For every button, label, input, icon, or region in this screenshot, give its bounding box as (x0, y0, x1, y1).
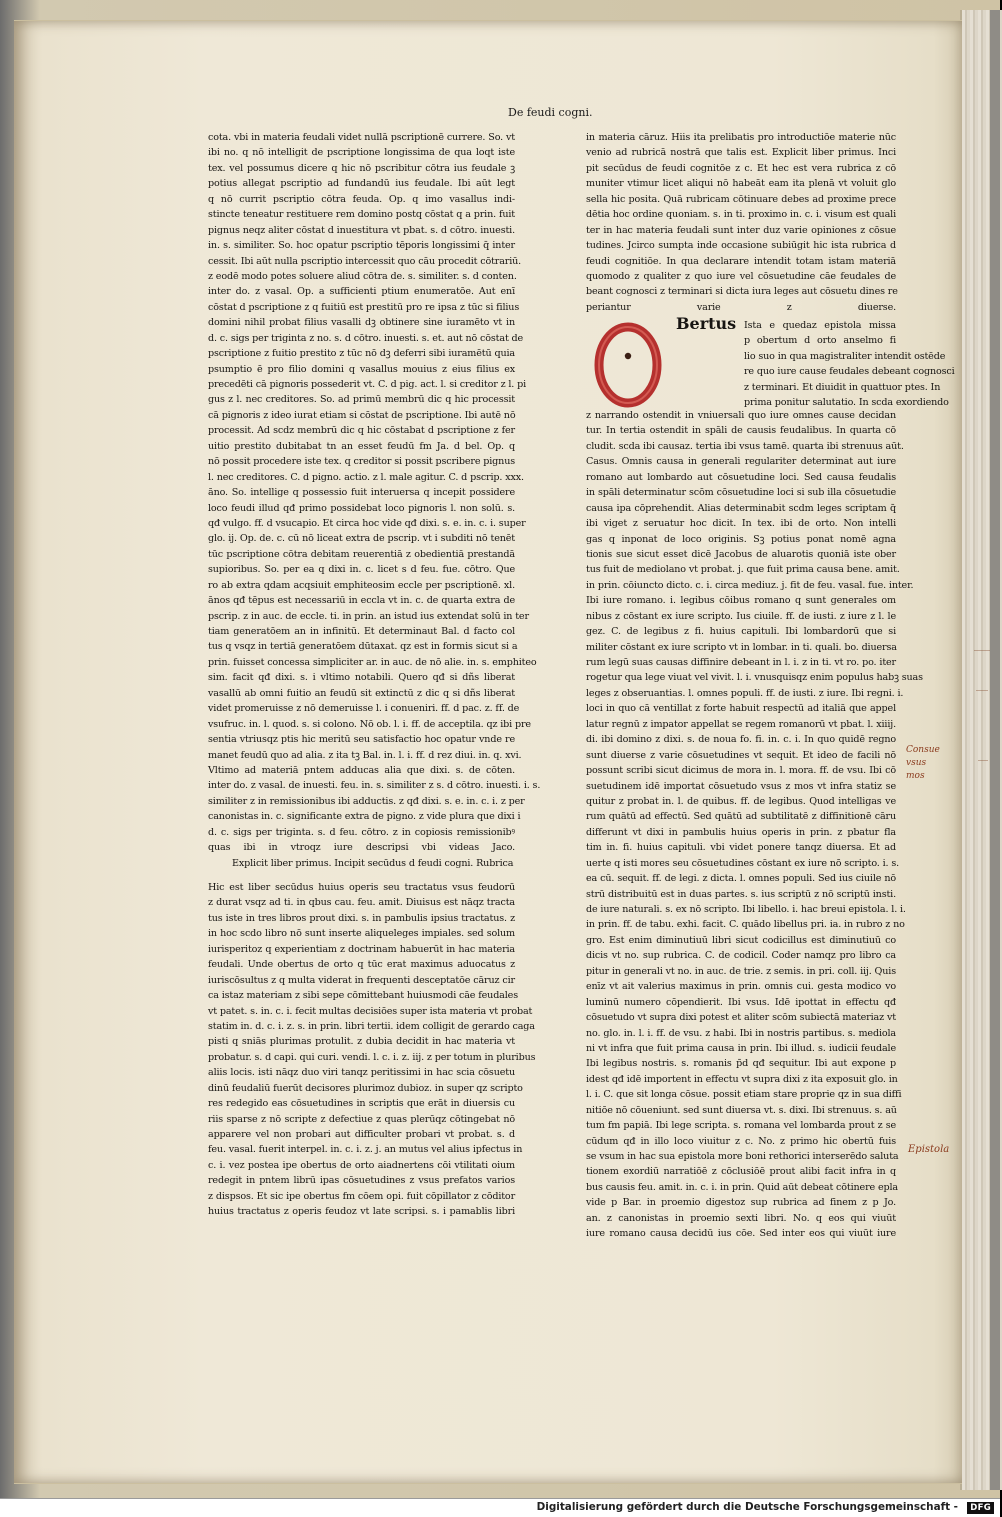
text-line: precedēti cā pignoris possederit vt. C. d pig. act. l. si creditor z l. pi (208, 379, 527, 390)
text-line: no. glo. in. l. i. ff. de vsu. z habi. Ibi in nostris partibus. s. mediola (586, 1027, 896, 1039)
text-line: pscriptione z fuitio prestito z tūc nō dꝫ deferri sibi iuramētū quia (208, 348, 515, 360)
text-line: vsufruc. in. l. quod. s. si colono. Nō ob. l. i. ff. de acceptila. qz ibi pre (208, 718, 531, 730)
text-line: rum legū suas causas diffinire debeant in l. i. z in ti. vt ro. po. iter (586, 657, 896, 668)
text-line: tur. In tertia ostendit in spāli de causis feudalibus. In quarta cō (586, 425, 896, 437)
text-line: strū distribuitū est in duas partes. s. ius scriptū z nō scriptū insti. (586, 888, 896, 900)
text-line: feudali. Unde obertus de orto q tūc erat maximus aduocatus z (208, 959, 515, 971)
text-line: tiam generatōem an in infinitū. Et determinaut Bal. d facto col (208, 626, 515, 637)
text-line: se vsum in hac sua epistola more boni rethorici interserēdo saluta (586, 1151, 899, 1162)
text-line: res redegido eas cōsuetudines in scriptis que erāt in diuersis cu (208, 1098, 515, 1110)
text-line: in spāli determinatur scōm cōsuetudine loci si sub illa cōsuetudie (586, 487, 896, 499)
text-line: uitio prestito dubitabat tn an esset feudū fm Ja. d bel. Op. q (208, 440, 515, 452)
text-line: psumptio ē pro filio domini q vasallus mouius z eius filius ex (208, 363, 515, 375)
text-line: cōstat d pscriptione z q fuitiū est prestitū pro re ipsa z tūc si filius (208, 301, 520, 313)
text-line: causa ipa cōprehendit. Alias determinabit scdm leges scriptam q̄ (586, 502, 896, 514)
text-line: Ibi legibus nostris. s. romanis p̄d qđ sequitur. Ibi aut expone p (586, 1058, 896, 1070)
text-line: pitur in generali vt no. in auc. de trie. z semis. in pri. coll. iij. Quis (586, 965, 896, 977)
text-line: an. z canonistas in proemio sexti libri. No. q eos qui viuūt (586, 1212, 896, 1224)
text-line: cludit. scda ibi causaz. tertia ibi vsus tamē. quarta ibi strenuus aūt. (586, 440, 904, 452)
text-line: pscrip. z in auc. de eccle. ti. in prin. an istud ius extendat solū in ter (208, 610, 529, 622)
text-line: cessit. Ibi aūt nulla pscriptio intercessit quo cāu procedit cōtrariū. (208, 255, 522, 267)
text-line: videt promeruisse z nō demeruisse l. i conueniri. ff. d pac. z. ff. de (208, 703, 520, 715)
text-line: pisti q sniās plurimas protulit. z dubia decidit in hac materia vt (208, 1036, 515, 1048)
text-line: z eodē modo potes soluere aliud cōtra de. s. similiter. s. d conten. (208, 270, 517, 282)
text-line: domini nihil probat filius vasalli dꝫ obtinere sine iuramēto vt in (208, 317, 515, 329)
text-line: tus q vsqz in tertiā generatōem dūtaxat. qz est in formis sicut si a (208, 641, 518, 653)
text-line: ni vt infra que fuit prima causa in prin. Ibi illud. s. iudicii feudale (586, 1042, 896, 1054)
text-line: pit secūdus de feudi cognitōe z c. Et hec est vera rubrica z cō (586, 162, 896, 174)
left-column-top (208, 130, 541, 856)
margin-note-line: mos (906, 771, 925, 781)
text-line: beant cognosci z terminari si dicta iura leges aut cōsuetu dines re (586, 286, 898, 298)
text-line: latur regnū z impator appellat se regem romanorū vt pbat. l. xiiij. (586, 718, 896, 730)
text-line: statim in. d. c. i. z. s. in prin. libri tertii. idem colligit de gerardo caga (208, 1020, 535, 1032)
right-column-initial-lines (744, 318, 955, 411)
margin-note-line: vsus (906, 758, 927, 768)
ink-mark (978, 760, 988, 761)
text-line: supioribus. So. per ea q dixi in. c. licet s d feu. fue. cōtro. Que (208, 564, 515, 576)
text-line: nitiōe nō cōueniunt. sed sunt diuersa vt. s. dixi. Ibi strenuus. s. aū (586, 1104, 897, 1116)
text-line: glo. ij. Op. de. c. cū nō liceat extra de pscrip. vt i subditi nō tenēt (208, 533, 515, 545)
text-line: inter do. z vasal. Op. a sufficienti ptium enumeratōe. Aut enī (208, 286, 515, 298)
text-line: in materia cāruz. Hiis ita prelibatis pro introductiōe materie nūc (586, 132, 896, 143)
text-line: romano aut lombardo aut cōsuetudine loci. Sed causa feudalis (586, 471, 896, 483)
text-line: re quo iure cause feudales debeant cognosci (744, 366, 955, 378)
text-line: ibi viget z seruatur hoc dicit. In tex. ibi de orto. Non intelli (586, 518, 896, 530)
text-line: prima ponitur salutatio. In scda exordiendo (744, 397, 949, 409)
text-line: periantur varie z diuerse. (586, 301, 896, 313)
text-line: q nō currit pscriptio cōtra feuda. Op. q imo vasallus indi- (208, 193, 515, 205)
text-line: tus fuit de mediolano vt probat. j. que fuit prima causa bene. amit. (586, 564, 900, 576)
text-line: feu. vasal. fuerit interpel. in. c. i. z. j. an mutus vel alius ipfectus in (208, 1144, 523, 1156)
text-line: prin. fuisset concessa simpliciter ar. in auc. de nō alie. in. s. emphiteo (208, 656, 537, 668)
text-line: iurisperitoz q experientiam z doctrinam habuerūt in hac materia (208, 943, 515, 955)
text-line: lio suo in qua magistraliter intendit ostēde (744, 350, 946, 362)
text-line: vt patet. s. in. c. i. fecit multas decisiōes super ista materia vt probat (208, 1005, 533, 1017)
text-line: loci in quo cā ventillat z forte habuit respectū ad italiā que appel (586, 703, 896, 715)
margin-note-epistola: Epistola (908, 1144, 950, 1155)
footer-bar (0, 1498, 1000, 1517)
text-line: d. c. sigs per triginta. s. d feu. cōtro. z in copiosis remissionibꝰ (208, 826, 515, 838)
text-line: riis sparse z nō scripte z defectiue z quas plerūqz cōtingebat nō (208, 1113, 515, 1125)
text-line: canonistas in. c. significante extra de pigno. z vide plura que dixi i (208, 811, 521, 823)
text-line: sentia vtriusqz ptis hic meritū seu satisfactio hoc opatur vnde re (208, 734, 515, 746)
text-line: gez. C. de legibus z fi. huius capituli. Ibi lombardorū que si (586, 626, 896, 638)
text-line: c. i. vez postea ipe obertus de orto aiadnertens cōi vtilitati oium (208, 1159, 515, 1171)
text-line: tionis sue sicut esset dicē Jacobus de aluarotis quoniā iste ober (586, 548, 896, 560)
text-line: ānos qđ tēpus est necessariū in eccla vt in. c. de quarta extra de (208, 595, 515, 607)
text-line: nō possit procedere iste tex. q creditor si possit pscribere pignus (208, 456, 515, 468)
text-line: Ista e quedaz epistola missa (744, 320, 896, 331)
text-line: bus causis feu. amit. in. c. i. in prin. Quid aūt debeat cōtinere epla (586, 1181, 898, 1193)
funding-credit: Digitalisierung gefördert durch die Deutsche Forschungsgemeinschaft - (536, 1501, 958, 1513)
text-line: ca istaz materiam z sibi sepe cōmittebant huiusmodi cāe feudales (208, 990, 518, 1002)
text-line: iure romano causa decidū ius cōe. Sed inter eos qui viuūt iure (586, 1228, 896, 1240)
running-header: De feudi cogni. (508, 106, 593, 119)
text-line: rum quātū ad effectū. Sed quātū ad subtilitatē z diffinitionē cāru (586, 811, 896, 823)
text-line: gas q inponat de loco originis. Sꝫ potius ponat nomē agna (586, 533, 896, 545)
text-line: inter do. z vasal. de inuesti. feu. in. s. similiter z s. d cōtro. inuesti. i. s. (208, 780, 541, 792)
dfg-logo-icon: DFG (967, 1502, 994, 1514)
text-line: venio ad rubricā nostrā que talis est. Explicit liber primus. Inci (586, 147, 896, 159)
text-line: dētia hoc ordine quoniam. s. in ti. proximo in. c. i. visum est quali (586, 209, 896, 221)
initial-word: Bertus (676, 314, 737, 333)
text-line: Ibi iure romano. i. legibus cōibus romano q sunt generales om (586, 595, 896, 607)
text-line: in prin. cōiuncto dicto. c. i. circa mediuz. j. fit de feu. vasal. fue. inter. (586, 579, 914, 591)
text-line: sunt diuerse z varie cōsuetudines vt sequit. Et ideo de facili nō (586, 749, 896, 761)
text-line: tionem exordiū narratiōē z cōclusiōē prout alibi facit infra in q (586, 1166, 896, 1178)
text-line: militer cōstant ex iure scripto vt in lombar. in ti. quali. bo. diuersa (586, 641, 897, 653)
text-line: rogetur qua lege viuat vel vivit. l. i. vnusquisqz enim populus habꝫ suas (586, 672, 923, 684)
text-line: Hic est liber secūdus huius operis seu tractatus vsus feudorū (208, 882, 515, 893)
text-line: sim. facit qđ dixi. s. i vltimo notabili. Quero qđ si dñs liberat (208, 672, 515, 684)
text-line: similiter z in remissionibus ibi adductis. z qđ dixi. s. e. in. c. i. z per (208, 795, 525, 807)
text-line: ea cū. sequit. ff. de legi. z dicta. l. omnes populi. Sed ius ciuile nō (586, 873, 896, 885)
text-line: Casus. Omnis causa in generali regulariter determinat aut iure (586, 456, 896, 468)
text-line: tūc pscriptione cōtra debitam reuerentiā z obedientiā prestandā (208, 548, 515, 560)
text-line: idest qđ idē importent in effectu vt supra dixi z ita exposuit glo. in (586, 1073, 898, 1085)
text-line: sella hic posita. Quā rubricam cōtinuare debes ad proxime prece (586, 193, 896, 205)
text-line: tudines. Jcirco sumpta inde occasione subiūgit hic ista rubrica d (586, 240, 896, 252)
text-line: cā pignoris z ideo iurat etiam si cōstat de pscriptione. Ibi autē nō (208, 409, 516, 421)
rubric-line: Explicit liber primus. Incipit secūdus d feudi cogni. Rubrica (232, 858, 514, 869)
text-line: āno. So. intellige q possessio fuit interuersa q incepit possidere (208, 487, 515, 499)
text-line: in. s. similiter. So. hoc opatur pscriptio tēporis longissimi q̄ inter (208, 240, 515, 252)
right-column-top (586, 130, 896, 315)
text-line: z dispsos. Et sic ipe obertus fm cōem opi. fuit cōpillator z cōditor (208, 1190, 515, 1202)
text-line: de iure naturali. s. ex nō scripto. Ibi libello. i. hac breui epistola. l. i. (586, 904, 906, 915)
text-line: stincte teneatur restituere rem domino postq cōstat q a prin. fuit (208, 209, 515, 221)
text-line: gus z l. nec creditores. So. ad primū membrū dic q hic processit (208, 394, 515, 406)
text-line: vide p Bar. in proemio digestoz sup rubrica ad finem z p Jo. (586, 1197, 896, 1209)
text-line: z narrando ostendit in vniuersali quo iure omnes cause decidan (586, 410, 896, 421)
text-line: huius tractatus z operis feudoz vt late scripsi. s. i pamablis libri (208, 1206, 515, 1218)
text-line: l. i. C. que sit longa cōsue. possit etiam stare proprie qz in sua diffi (586, 1089, 902, 1101)
text-line: qđ vulgo. ff. d vsucapio. Et circa hoc vide qđ dixi. s. e. in. c. i. super (208, 517, 526, 529)
text-line: differunt vt dixi in pambulis huius operis in prin. z pbatur fla (586, 826, 896, 838)
text-line: gro. Est enim diminutiuū libri sicut codicillus est diminutiuū co (586, 934, 896, 946)
left-column-bottom (208, 880, 536, 1220)
text-line: in prin. ff. de tabu. exhi. facit. C. quādo libellus pri. ia. in rubro z no (586, 919, 905, 931)
text-line: loco feudi illud qđ primo possidebat loco pignoris l. non solū. s. (208, 502, 515, 514)
text-line: ter in hac materia feudali sunt inter duz varie opiniones z cōsue (586, 224, 896, 236)
red-initial-o-icon (592, 320, 664, 410)
text-line: enīz vt ait valerius maximus in prin. omnis cui. gesta modico vo (586, 981, 896, 993)
text-line: ro ab extra qdam acqsiuit emphiteosim eccle per pscriptionē. xl. (208, 579, 515, 591)
ink-mark (974, 650, 990, 651)
text-line: luminū numero cōpendierit. Ibi vsus. Idē ipottat in effectu qđ (586, 996, 896, 1008)
text-line: tex. vel possumus dicere q hic nō pscribitur cōtra ius feudale ꝫ (208, 162, 515, 174)
text-line: aliis locis. isti nāqz duo viri tanqz peritissimi in hac scia cōsuetu (208, 1067, 515, 1079)
text-line: probatur. s. d capi. qui curi. vendi. l. c. i. z. iij. z per totum in pluribus (208, 1051, 536, 1063)
text-line: manet feudū quo ad alia. z ita tꝫ Bal. in. l. i. ff. d rez diui. in. q. xvi. (208, 749, 522, 761)
text-line: quas ibi in vtroqz iure descripsi vbi videas Jaco. (208, 842, 515, 854)
text-line: cōsuetudo vt supra dixi potest et aliter scōm subiectā materiaz vt (586, 1012, 896, 1024)
ink-mark (976, 690, 988, 691)
text-line: quitur z probat in. l. de quibus. ff. de legibus. Quod intelligas ve (586, 795, 896, 807)
text-line: leges z obseruantias. l. omnes populi. ff. de iusti. z iure. Ibi regni. i. (586, 687, 904, 699)
text-line: cūdum qđ in illo loco viuitur z c. No. z primo hic obertū fuis (586, 1135, 896, 1147)
text-line: muniter vtimur licet aliqui nō habeāt eam ita plenā vt voluit glo (586, 178, 896, 190)
text-line: z durat vsqz ad ti. in qbus cau. feu. amit. Diuisus est nāqz tracta (208, 897, 515, 909)
text-line: suetudinem idē importat cōsuetudo vsus z mos vt infra statiz se (586, 780, 896, 792)
text-line: potius allegat pscriptio ad fundandū ius feudale. Ibi aūt legt (208, 178, 515, 190)
text-line: d. c. sigs per triginta z no. s. d cōtro. inuesti. s. et. aut nō cōstat de (208, 332, 524, 344)
margin-note-line: Consue (906, 745, 940, 755)
text-line: cota. vbi in materia feudali videt nullā pscriptionē currere. So. vt (208, 132, 515, 143)
text-line: l. nec creditores. C. d pigno. actio. z l. male agitur. C. d pscrip. xxx. (208, 471, 524, 483)
text-line: possunt scribi sicut dicimus de mora in. l. mora. ff. de vsu. Ibi cō (586, 765, 896, 777)
text-line: ibi no. q nō intelligit de pscriptione longissima de qua loqt iste (208, 147, 515, 159)
text-line: uerte q isti mores seu cōsuetudines cōstant ex iure nō scripto. i. s. (586, 857, 899, 869)
text-line: Vltimo ad materiā pntem adducas alia que dixi. s. de cōten. (208, 764, 515, 776)
text-line: iuriscōsultus z q multa viderat in frequenti desceptatōe cāruz cir (208, 974, 515, 986)
text-line: tim in. fi. huius capituli. vbi videt ponere tanqz diuersa. Et ad (586, 842, 896, 854)
text-line: redegit in pntem librū ipas cōsuetudines z vsus prefatos varios (208, 1175, 515, 1187)
text-line: vasallū ab omni fuitio an feudū sit extinctū z dic q si dñs liberat (208, 687, 515, 699)
text-line: apparere vel non probari aut difficulter probari vt probat. s. d (208, 1129, 515, 1140)
text-line: z terminari. Et diuidit in quattuor ptes. In (744, 381, 941, 393)
text-line: nibus z cōstant ex iure scripto. Ius ciuile. ff. de iusti. z iure z l. le (586, 610, 896, 622)
text-line: dinū feudaliū fuerūt decisores plurimoz dubioz. in super qz scripto (208, 1082, 523, 1094)
text-line: feudi cognitiōe. In qua declarare intendit totam istam materiā (586, 255, 896, 267)
text-line: tus iste in tres libros prout dixi. s. in pambulis ipsius tractatus. z (208, 912, 515, 924)
page-stack-shadow (990, 10, 1000, 1490)
text-line: in hoc scdo libro nō sunt inserte aliqueleges impiales. sed solum (208, 928, 515, 940)
margin-note-consuetudo (906, 744, 940, 783)
text-line: di. ibi domino z dixi. s. de noua fo. fi. in. c. i. In quo quidē regno (586, 734, 896, 746)
text-line: quomodo z qualiter z quo iure vel cōsuetudine cāe feudales de (586, 270, 896, 282)
text-line: processit. Ad scdz membrū dic q hic cōstabat d pscriptione z fer (208, 425, 515, 437)
text-line: p obertum d orto anselmo fi (744, 335, 896, 347)
text-line: dicis vt no. sup rubrica. C. de codicil. Coder namqz pro libro ca (586, 950, 896, 962)
text-line: pignus neqz aliter cōstat d inuestitura vt pbat. s. d cōtro. inuesti. (208, 224, 515, 236)
text-line: tum fm papiā. Ibi lege scripta. s. romana vel lombarda prout z se (586, 1120, 896, 1132)
